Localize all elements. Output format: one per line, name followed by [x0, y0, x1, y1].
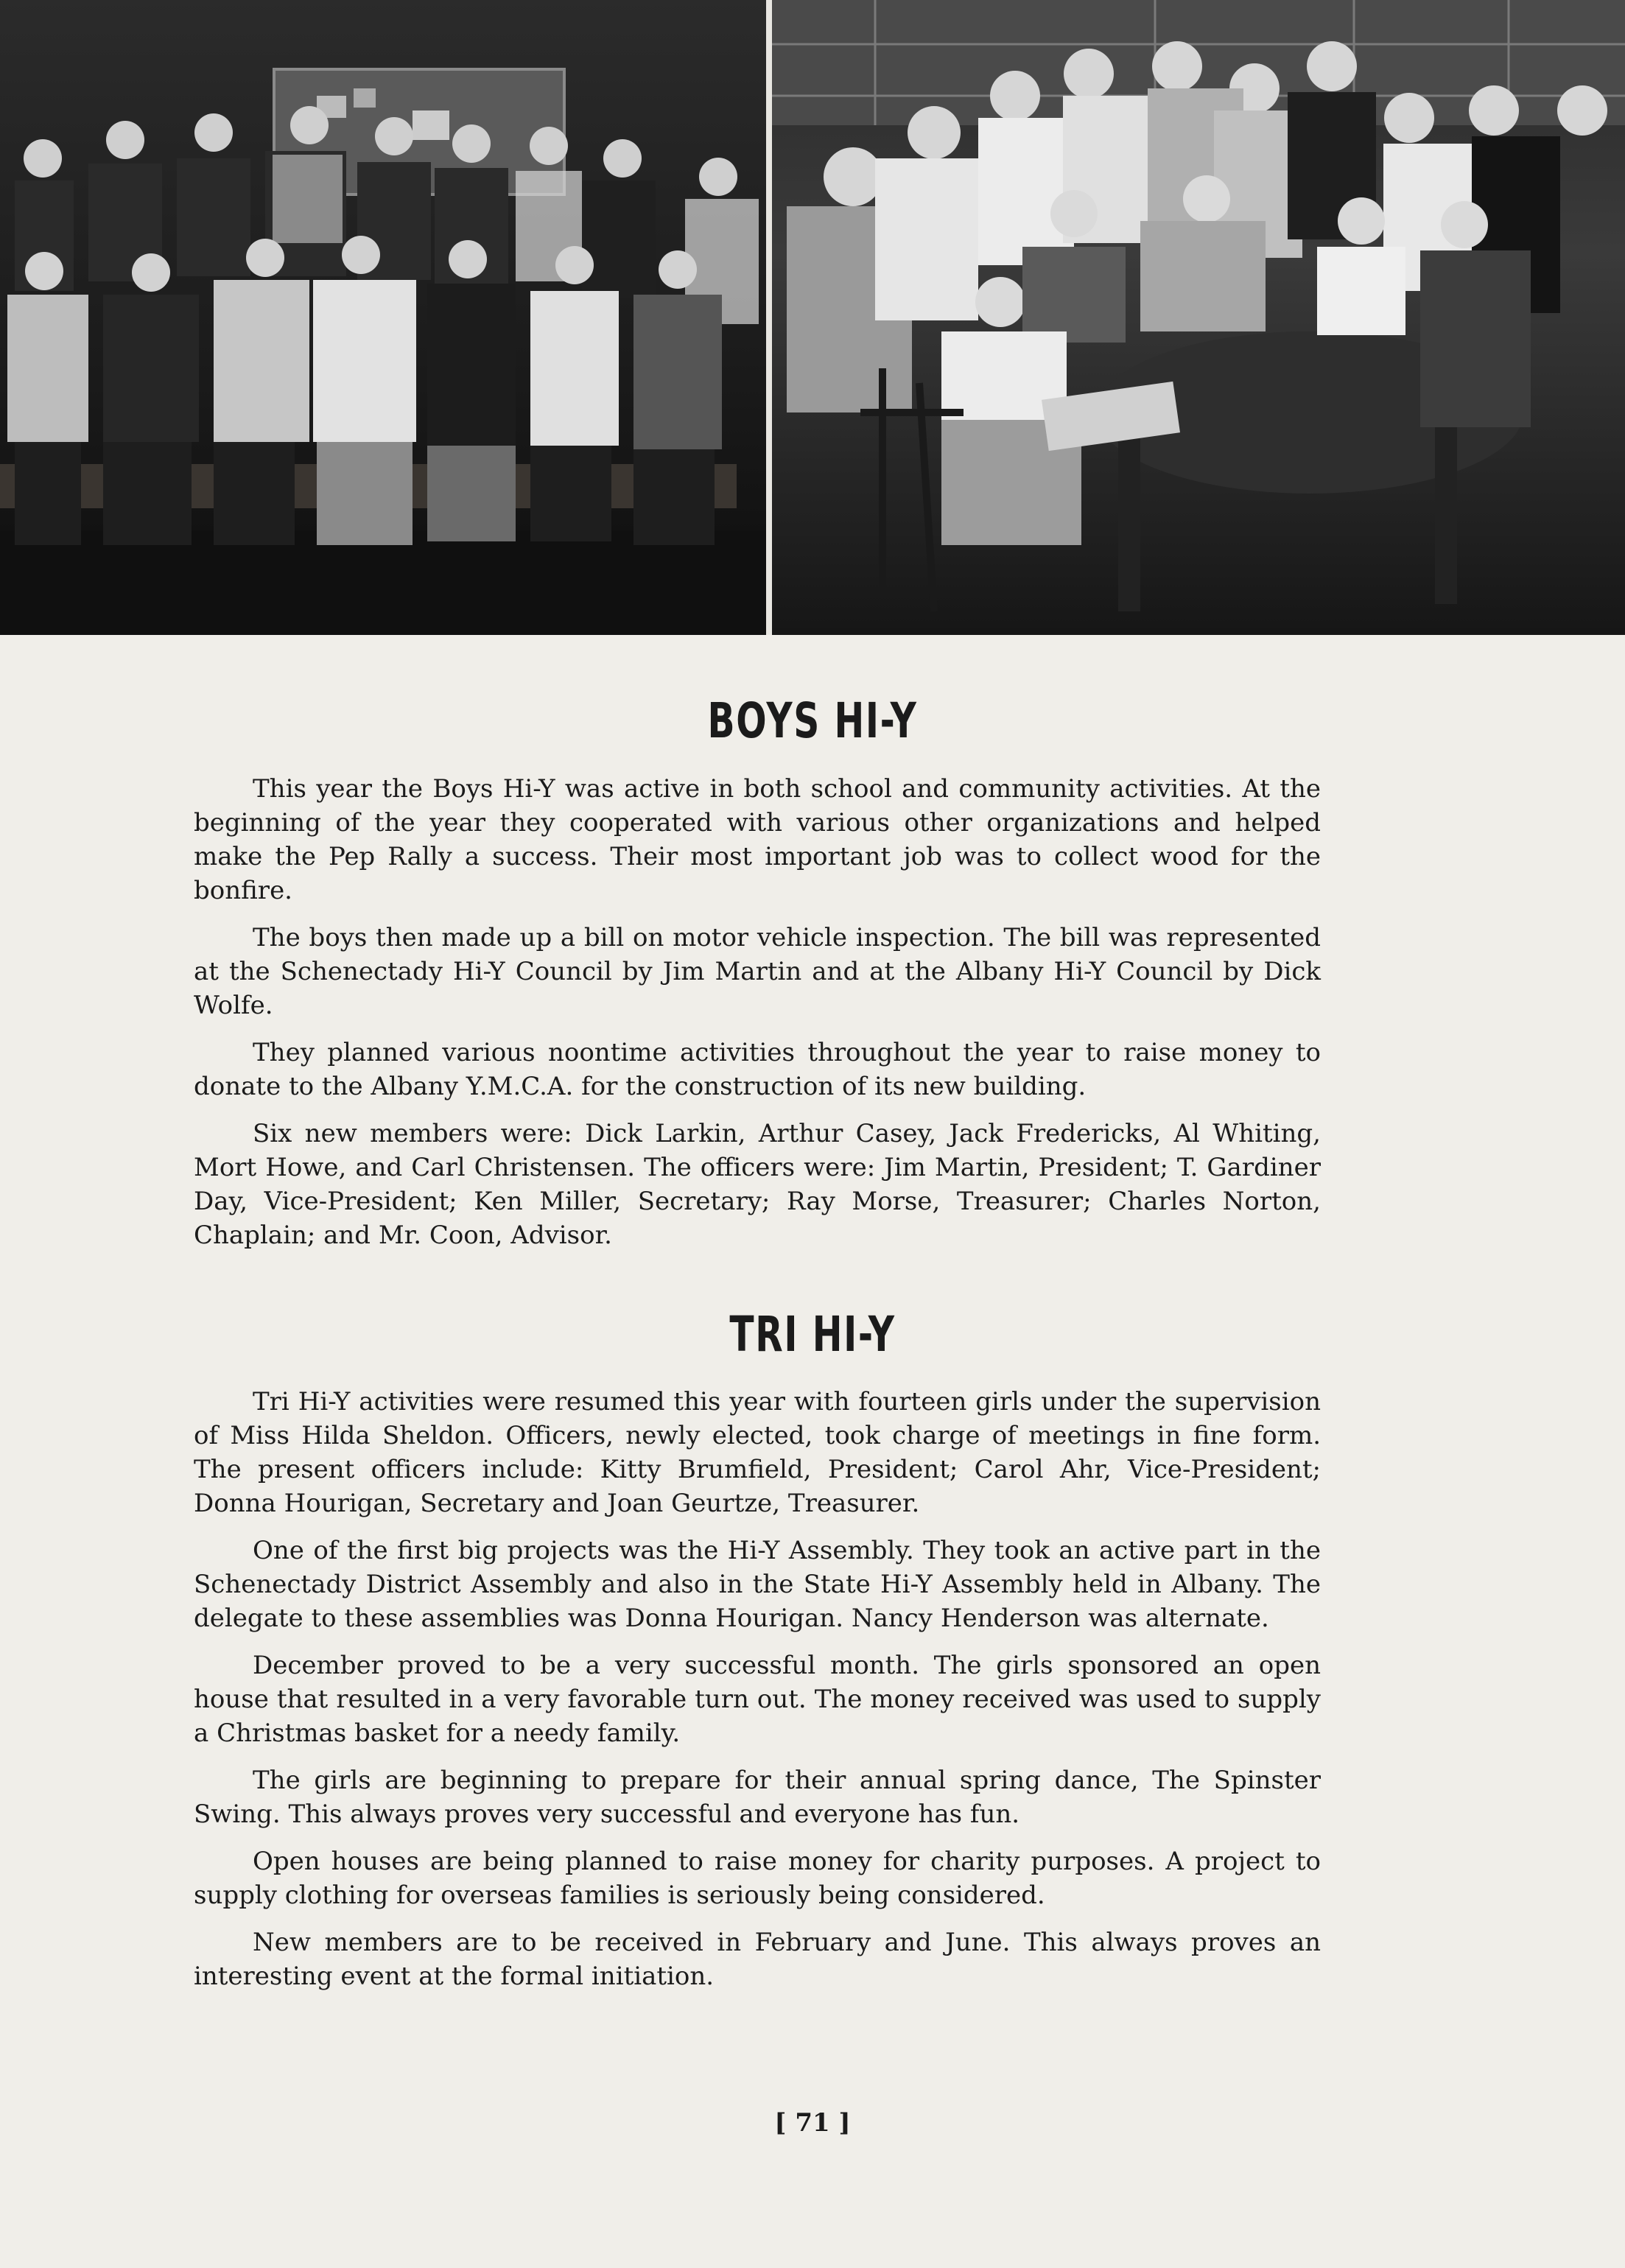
boys-hi-y-body	[194, 772, 1321, 1265]
boys-paragraph-4: Six new members were: Dick Larkin, Arthur Casey, Jack Fredericks, Al Whiting, Mort Howe, and Carl Christensen. The officers were: Jim Martin, President; T. Gardiner Day, Vice-President; Ken Miller, Secretary; Ray Morse, Treasurer; Charles Norton, Chaplain; and Mr. Coon, Advisor.	[194, 1119, 1321, 1250]
tri-hi-y-photo	[772, 0, 1625, 635]
tri-paragraph-2: One of the first big projects was the Hi-Y Assembly. They took an active part in the Schenectady District Assembly and also in the State Hi-Y Assembly held in Albany. The delegate to these assemblies was Donna Hourigan. Nancy Henderson was alternate.	[194, 1536, 1321, 1633]
boys-paragraph-1: This year the Boys Hi-Y was active in both school and community activities. At the beginning of the year they cooperated with various other organizations and helped make the Pep Rally a success. Their most important job was to collect wood for the bonfire.	[194, 774, 1321, 905]
tri-paragraph-3: December proved to be a very successful month. The girls sponsored an open house that resulted in a very favorable turn out. The money received was used to supply a Christmas basket for a needy family.	[194, 1651, 1321, 1748]
boys-hi-y-title: BOYS HI-Y	[707, 692, 918, 749]
photo-strip	[0, 0, 1625, 639]
boys-paragraph-3: They planned various noontime activities throughout the year to raise money to donate to the Albany Y.M.C.A. for the construction of its new building.	[194, 1038, 1321, 1101]
boys-hi-y-photo	[0, 0, 766, 635]
tri-hi-y-body	[194, 1385, 1321, 2007]
photo-divider	[766, 0, 772, 635]
boys-hi-y-section	[0, 692, 1625, 749]
boys-paragraph-2: The boys then made up a bill on motor vehicle inspection. The bill was represented at the Schenectady Hi-Y Council by Jim Martin and at the Albany Hi-Y Council by Dick Wolfe.	[194, 923, 1321, 1020]
tri-paragraph-6: New members are to be received in February and June. This always proves an interesting event at the formal initiation.	[194, 1928, 1321, 1991]
tri-paragraph-5: Open houses are being planned to raise money for charity purposes. A project to supply clothing for overseas families is seriously being considered.	[194, 1847, 1321, 1910]
tri-paragraph-4: The girls are beginning to prepare for their annual spring dance, The Spinster Swing. This always proves very successful and everyone has fun.	[194, 1766, 1321, 1829]
tri-hi-y-title: TRI HI-Y	[729, 1306, 896, 1363]
tri-paragraph-1: Tri Hi-Y activities were resumed this year with fourteen girls under the supervision of Miss Hilda Sheldon. Officers, newly elected, took charge of meetings in fine form. The present officers include: Kitty Brumfield, President; Carol Ahr, Vice-President; Donna Hourigan, Secretary and Joan Geurtze, Treasurer.	[194, 1387, 1321, 1518]
tri-hi-y-section	[0, 1306, 1625, 1363]
page-number: [ 71 ]	[774, 2108, 851, 2138]
